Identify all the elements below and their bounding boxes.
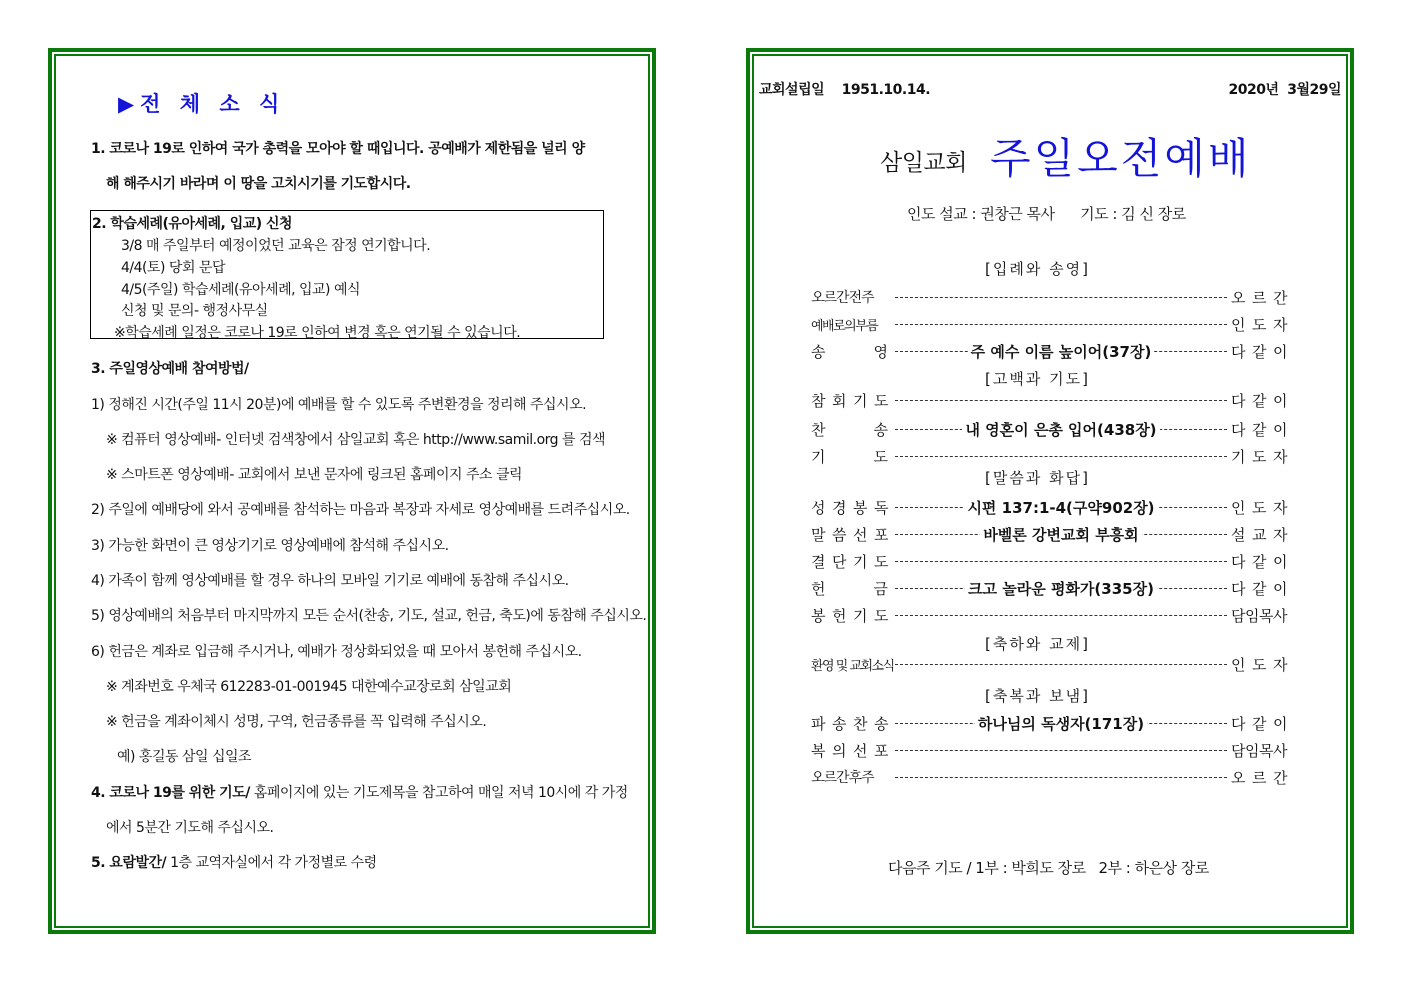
order-responsible: 인도자 — [1231, 655, 1294, 674]
section-heading: [축하와 교제] — [985, 635, 1090, 653]
news-item-3-line: 3) 가능한 화면이 큰 영상기기로 영상예배에 참석해 주십시오. — [91, 538, 449, 554]
order-hymn: 내 영혼이 은총 입어(438장) — [962, 419, 1159, 440]
order-label: 기도 — [811, 447, 936, 466]
order-row — [811, 389, 1294, 411]
section-heading: [말씀과 화답] — [985, 469, 1090, 487]
order-row — [811, 496, 1294, 518]
news-item-1-cont: 해 해주시기 바라며 이 땅을 고치시기를 기도합시다. — [106, 176, 411, 192]
founded-label: 교회설립일 — [759, 82, 825, 98]
news-item-5-heading: 5. 요람발간/ — [91, 855, 167, 871]
news-item-4-text: 홈페이지에 있는 기도제목을 참고하여 매일 저녁 10시에 각 가정 — [249, 785, 628, 801]
order-hymn: 하나님의 독생자(171장) — [975, 713, 1147, 734]
order-leader-line — [895, 418, 1227, 440]
order-responsible: 오르간 — [1231, 768, 1294, 787]
news-item-3-line: 5) 영상예배의 처음부터 마지막까지 모든 순서(찬송, 기도, 설교, 헌금, 축도)에 동참해 주십시오. — [91, 608, 647, 624]
service-title: 주일오전예배 — [990, 134, 1252, 183]
next-week-prayer: 다음주 기도 / 1부 : 박희도 장로 2부 : 하은상 장로 — [888, 859, 1209, 877]
order-responsible: 인도자 — [1231, 498, 1294, 517]
news-item-2-line: 3/8 매 주일부터 예정이었던 교육은 잠정 연기합니다. — [121, 238, 431, 254]
order-hymn: 주 예수 이름 높이어(37장) — [968, 341, 1155, 362]
order-row — [811, 418, 1294, 440]
order-row — [811, 550, 1294, 572]
order-row — [811, 712, 1294, 734]
order-leader-line — [895, 286, 1227, 308]
order-responsible: 다같이 — [1231, 552, 1294, 571]
news-title: ▶전 체 소 식 — [118, 92, 286, 116]
order-row — [811, 313, 1294, 335]
order-leader-line — [895, 389, 1227, 411]
order-leader-line — [895, 445, 1227, 467]
order-responsible: 다같이 — [1231, 391, 1294, 410]
order-row — [811, 653, 1294, 675]
order-responsible: 다같이 — [1231, 342, 1294, 361]
order-row — [811, 577, 1294, 599]
order-leader-line — [895, 523, 1227, 545]
order-row — [811, 523, 1294, 545]
news-item-2-line: 4/4(토) 당회 문답 — [121, 260, 225, 276]
founded-info — [759, 79, 930, 99]
church-name: 삼일교회 — [880, 150, 967, 176]
news-item-3-line: ※ 헌금을 계좌이체시 성명, 구역, 헌금종류를 꼭 입력해 주십시오. — [106, 714, 487, 730]
news-item-5-text: 1층 교역자실에서 각 가정별로 수령 — [166, 855, 377, 871]
order-responsible: 다같이 — [1231, 420, 1294, 439]
order-label: 파송찬송 — [811, 714, 895, 733]
section-heading: [고백과 기도] — [985, 370, 1090, 388]
news-item-2-heading: 2. 학습세례(유아세례, 입교) 신청 — [92, 216, 293, 232]
order-leader-line — [895, 577, 1227, 599]
order-leader-line — [895, 604, 1227, 626]
order-label: 오르간후주 — [811, 770, 874, 786]
order-hymn: 시편 137:1-4(구약902장) — [964, 497, 1157, 518]
order-label: 결단기도 — [811, 552, 895, 571]
news-item-3-line: ※ 스마트폰 영상예배- 교회에서 보낸 문자에 링크된 홈페이지 주소 클릭 — [106, 467, 523, 483]
order-row — [811, 286, 1294, 308]
order-label: 환영 및 교회소식 — [811, 658, 894, 674]
order-label: 참회기도 — [811, 391, 895, 410]
order-responsible: 오르간 — [1231, 288, 1294, 307]
order-leader-line — [895, 313, 1227, 335]
news-item-3-line: 예) 홍길동 삼일 십일조 — [117, 749, 252, 765]
order-leader-line — [895, 739, 1227, 761]
order-row — [811, 766, 1294, 788]
order-leader-line — [895, 653, 1227, 675]
order-row — [811, 445, 1294, 467]
news-item-3-heading: 3. 주일영상예배 참여방법/ — [91, 361, 249, 377]
news-item-2-line: 4/5(주일) 학습세례(유아세례, 입교) 예식 — [121, 282, 361, 298]
news-item-3-line: 2) 주일에 예배당에 와서 공예배를 참석하는 마음과 복장과 자세로 영상예배를 드려주십시오. — [91, 502, 630, 518]
founded-date: 1951.10.14. — [841, 82, 931, 98]
order-leader-line — [895, 496, 1227, 518]
news-item-3-line: ※ 컴퓨터 영상예배- 인터넷 검색창에서 삼일교회 혹은 http://www.samil.org 를 검색 — [106, 432, 606, 448]
news-item-3-line: ※ 계좌번호 우체국 612283-01-001945 대한예수교장로회 삼일교회 — [106, 679, 512, 695]
order-leader-line — [895, 766, 1227, 788]
order-label: 헌금 — [811, 579, 936, 598]
news-item-2-note: ※학습세례 일정은 코로나 19로 인하여 변경 혹은 연기될 수 있습니다. — [114, 325, 521, 341]
order-responsible: 담임목사 — [1231, 606, 1287, 625]
order-responsible: 담임목사 — [1231, 741, 1287, 760]
section-heading: [입례와 송영] — [985, 260, 1090, 278]
news-item-2-line: 신청 및 문의- 행정사무실 — [121, 303, 268, 319]
order-leader-line — [895, 712, 1227, 734]
order-label: 송영 — [811, 342, 936, 361]
news-item-1: 1. 코로나 19로 인하여 국가 총력을 모아야 할 때입니다. 공예배가 제한됨을 널리 양 — [91, 141, 585, 157]
order-row — [811, 340, 1294, 362]
order-label: 오르간전주 — [811, 290, 874, 306]
section-heading: [축복과 보냄] — [985, 687, 1090, 705]
order-hymn: 바벨론 강변교회 부흥회 — [980, 524, 1141, 545]
order-responsible: 기도자 — [1231, 447, 1294, 466]
order-label: 찬송 — [811, 420, 936, 439]
order-label: 예배로의부름 — [811, 318, 878, 334]
order-hymn: 크고 놀라운 평화가(335장) — [965, 578, 1157, 599]
service-leaders: 인도 설교 : 권창근 목사 기도 : 김 신 장로 — [907, 205, 1186, 223]
order-leader-line — [895, 550, 1227, 572]
order-leader-line — [895, 340, 1227, 362]
news-item-4-cont: 에서 5분간 기도해 주십시오. — [106, 820, 274, 836]
news-item-4-heading: 4. 코로나 19를 위한 기도/ — [91, 785, 250, 801]
news-item-4 — [91, 782, 628, 802]
news-item-5 — [91, 852, 377, 872]
order-label: 말씀선포 — [811, 525, 895, 544]
order-label: 성경봉독 — [811, 498, 895, 517]
order-responsible: 설교자 — [1231, 525, 1294, 544]
order-label: 봉헌기도 — [811, 606, 895, 625]
order-label: 복의선포 — [811, 741, 895, 760]
bulletin-date: 2020년 3월29일 — [1228, 82, 1341, 98]
order-responsible: 다같이 — [1231, 714, 1294, 733]
order-responsible: 다같이 — [1231, 579, 1294, 598]
news-item-3-line: 1) 정해진 시간(주일 11시 20분)에 예배를 할 수 있도록 주변환경을 정리해 주십시오. — [91, 397, 587, 413]
news-item-3-line: 6) 헌금은 계좌로 입금해 주시거나, 예배가 정상화되었을 때 모아서 봉헌해 주십시오. — [91, 644, 582, 660]
order-responsible: 인도자 — [1231, 315, 1294, 334]
order-row — [811, 604, 1289, 626]
news-item-3-line: 4) 가족이 함께 영상예배를 할 경우 하나의 모바일 기기로 예배에 동참해 주십시오. — [91, 573, 569, 589]
order-row — [811, 739, 1289, 761]
